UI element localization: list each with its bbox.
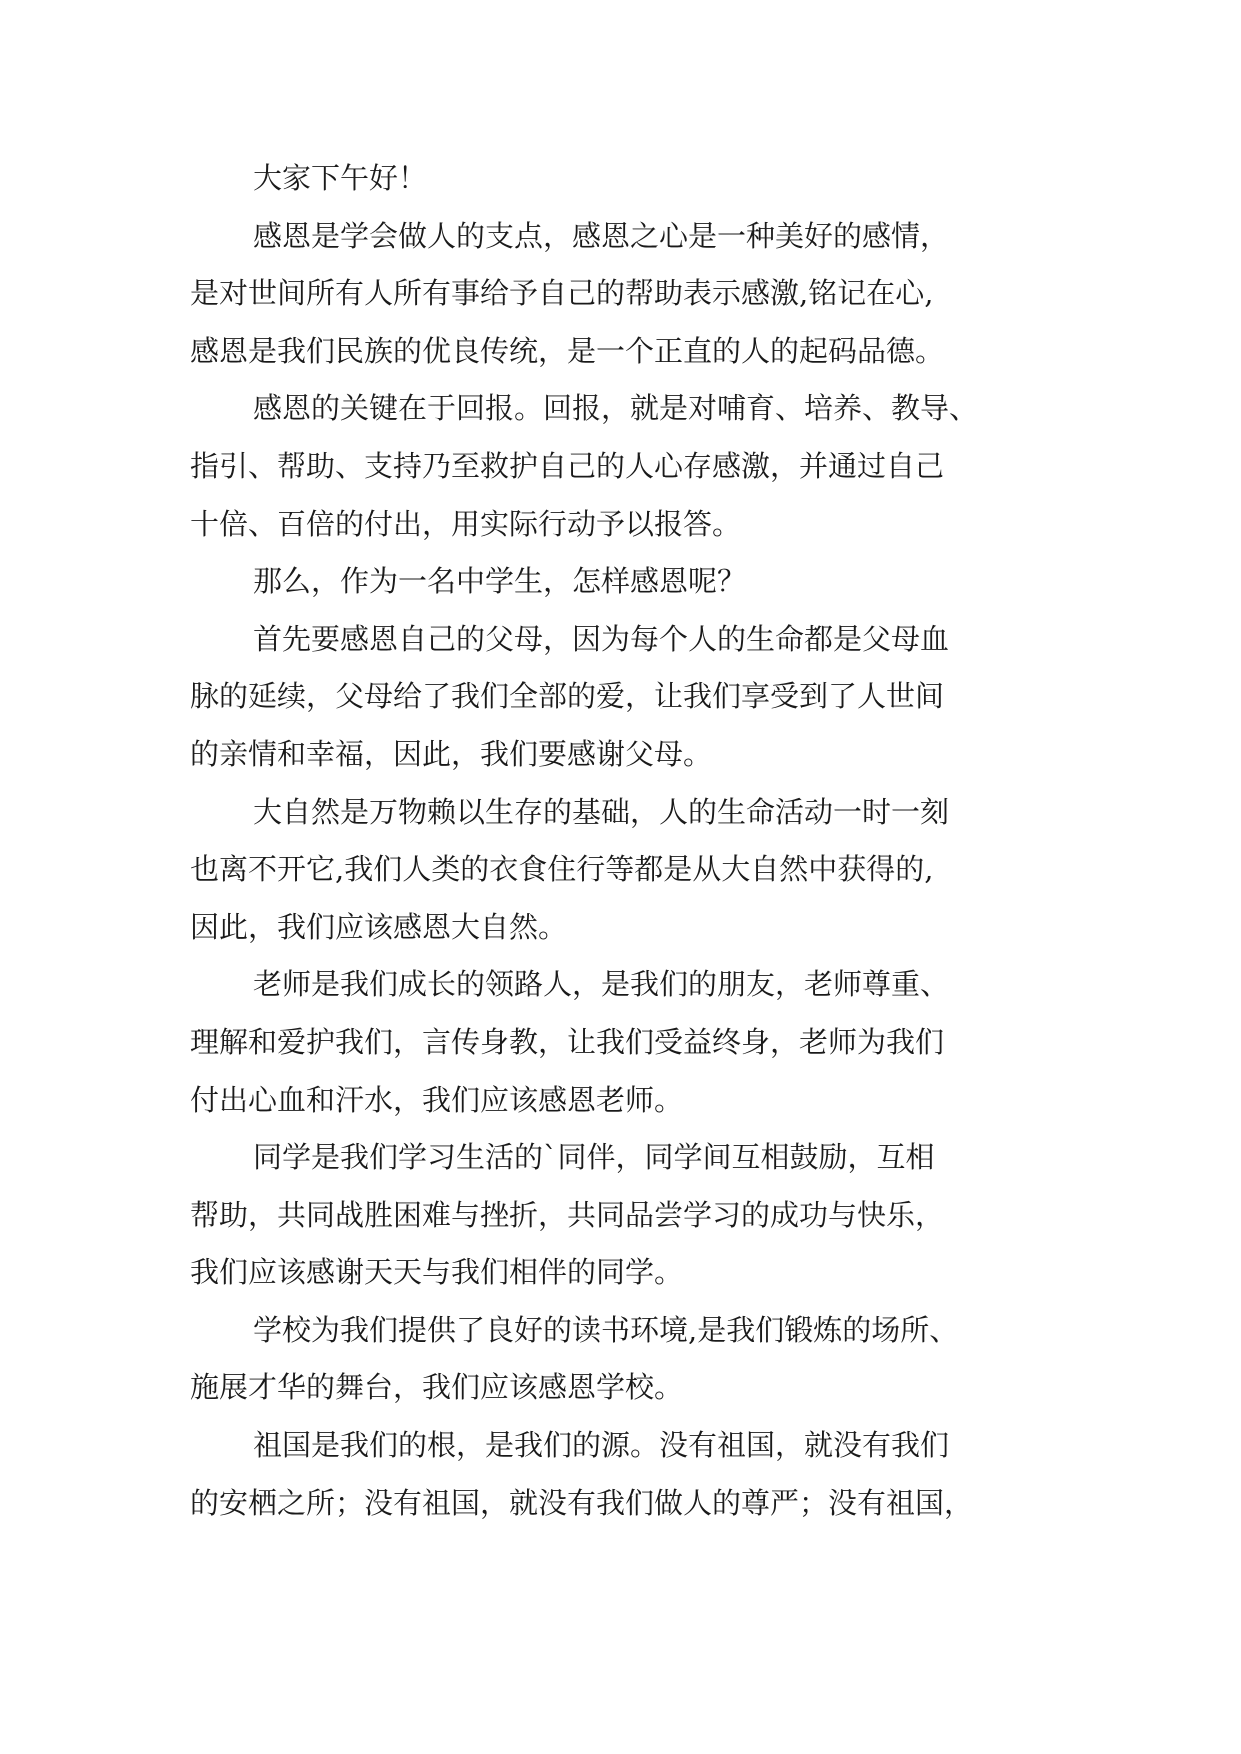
- document-body: [190, 150, 1090, 1532]
- text-line: 老师是我们成长的领路人，是我们的朋友，老师尊重、: [253, 967, 950, 1002]
- text-line: 的安栖之所；没有祖国，就没有我们做人的尊严；没有祖国，: [190, 1485, 974, 1520]
- text-line: 同学是我们学习生活的`同伴，同学间互相鼓励，互相: [253, 1140, 935, 1175]
- text-line: 理解和爱护我们，言传身教，让我们受益终身，老师为我们: [190, 1024, 945, 1059]
- text-line: 指引、帮助、支持乃至救护自己的人心存感激，并通过自己: [190, 448, 945, 483]
- text-line: 的亲情和幸福，因此，我们要感谢父母。: [190, 736, 713, 771]
- text-line: 感恩是我们民族的优良传统，是一个正直的人的起码品德。: [190, 333, 945, 368]
- text-line: 感恩的关键在于回报。回报，就是对哺育、培养、教导、: [253, 391, 979, 426]
- text-line: 感恩是学会做人的支点，感恩之心是一种美好的感情，: [253, 218, 950, 253]
- text-line: 脉的延续，父母给了我们全部的爱，让我们享受到了人世间: [190, 679, 945, 714]
- text-line: 学校为我们提供了良好的读书环境,是我们锻炼的场所、: [253, 1312, 959, 1347]
- text-line: 大自然是万物赖以生存的基础，人的生命活动一时一刻: [253, 794, 950, 829]
- text-line: 祖国是我们的根，是我们的源。没有祖国，就没有我们: [253, 1428, 950, 1463]
- text-line: 那么，作为一名中学生，怎样感恩呢？: [253, 564, 747, 599]
- text-line: 付出心血和汗水，我们应该感恩老师。: [190, 1082, 684, 1117]
- text-line: 我们应该感谢天天与我们相伴的同学。: [190, 1255, 684, 1290]
- text-line: 十倍、百倍的付出，用实际行动予以报答。: [190, 506, 742, 541]
- text-line: 因此，我们应该感恩大自然。: [190, 909, 568, 944]
- text-line: 帮助，共同战胜困难与挫折，共同品尝学习的成功与快乐，: [190, 1197, 945, 1232]
- text-line: 也离不开它,我们人类的衣食住行等都是从大自然中获得的,: [190, 852, 934, 887]
- text-line: 施展才华的舞台，我们应该感恩学校。: [190, 1370, 684, 1405]
- text-line: 大家下午好！: [253, 161, 428, 195]
- text-line: 是对世间所有人所有事给予自己的帮助表示感激,铭记在心,: [190, 276, 934, 311]
- text-line: 首先要感恩自己的父母，因为每个人的生命都是父母血: [253, 621, 950, 656]
